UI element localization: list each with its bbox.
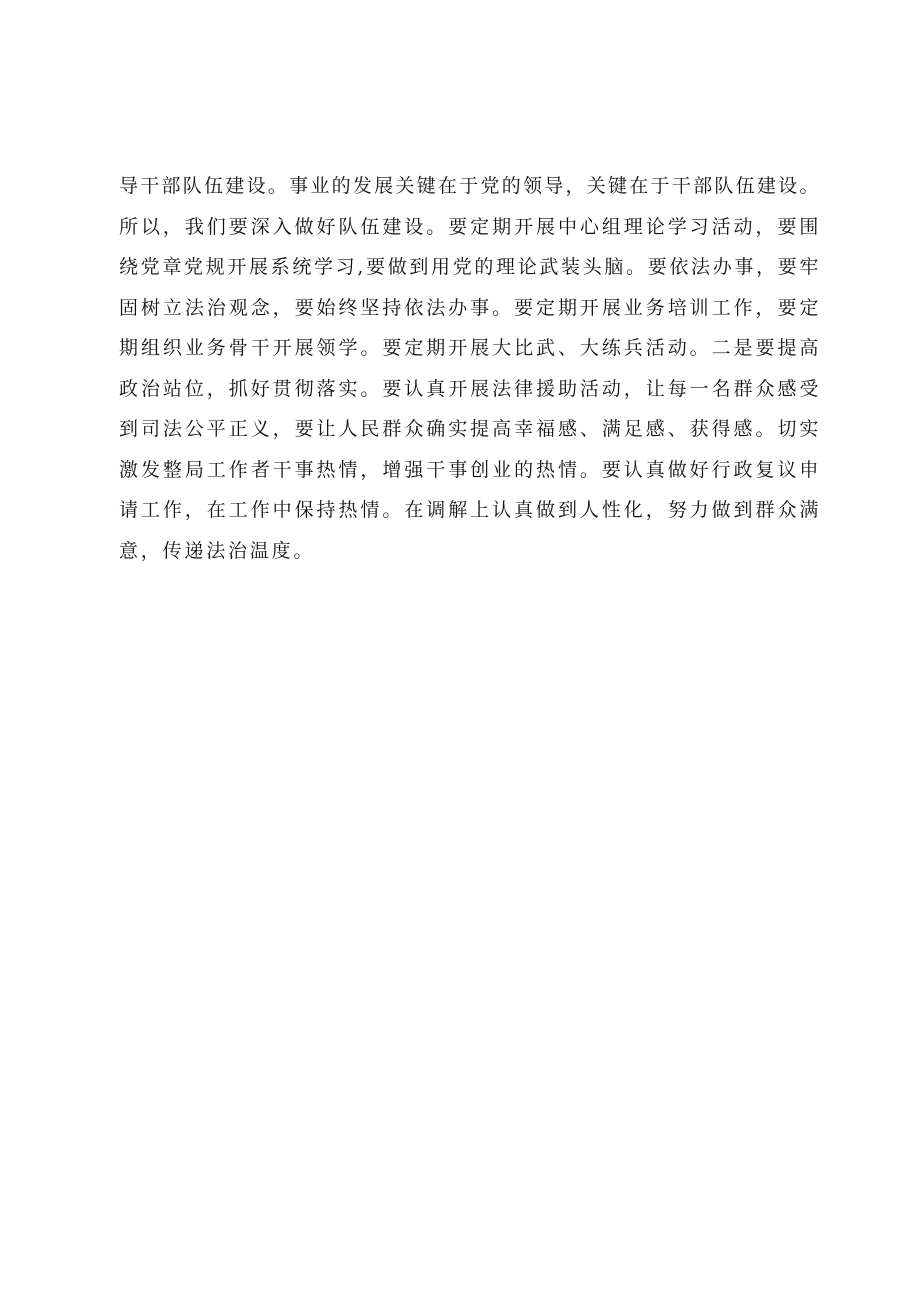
text-line: 绕党章党规开展系统学习,要做到用党的理论武装头脑。要依法办事，要牢 [119, 256, 819, 278]
body-paragraph [119, 166, 819, 571]
text-line: 期组织业务骨干开展领学。要定期开展大比武、大练兵活动。二是要提高 [119, 337, 819, 359]
text-line: 所以，我们要深入做好队伍建设。要定期开展中心组理论学习活动，要围 [119, 215, 819, 238]
text-line: 请工作，在工作中保持热情。在调解上认真做到人性化，努力做到群众满 [119, 499, 819, 521]
text-line: 固树立法治观念，要始终坚持依法办事。要定期开展业务培训工作，要定 [119, 296, 819, 319]
text-line: 激发整局工作者干事热情，增强干事创业的热情。要认真做好行政复议申 [119, 458, 819, 481]
text-line: 意，传递法治温度。 [119, 539, 316, 562]
text-line: 到司法公平正义，要让人民群众确实提高幸福感、满足感、获得感。切实 [119, 418, 819, 440]
text-line: 导干部队伍建设。事业的发展关键在于党的领导，关键在于干部队伍建设。 [119, 175, 819, 197]
text-line: 政治站位，抓好贯彻落实。要认真开展法律援助活动，让每一名群众感受 [119, 377, 819, 400]
